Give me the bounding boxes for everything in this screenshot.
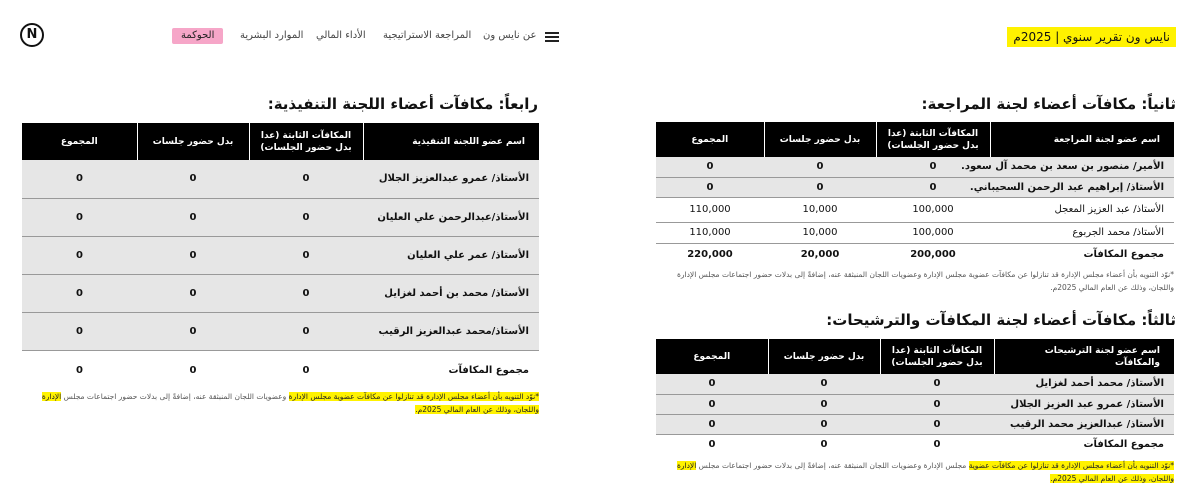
- table-row: [22, 198, 539, 236]
- total-value: 0: [656, 414, 768, 434]
- audit-remuneration-table: [656, 122, 1174, 265]
- table-row: [656, 414, 1174, 434]
- footnote-highlight-2: الإدارة واللجان، وذلك عن العام المالي 2025م.: [676, 461, 1174, 483]
- total-value: 110,000: [656, 197, 764, 222]
- footnote-highlight: *نوّد التنويه بأن أعضاء مجلس الإدارة قد تنازلوا عن مكافآت عضوية مجلس الإدارة: [288, 392, 539, 401]
- member-name: الأمير/ منصور بن سعد بن محمد آل سعود.: [990, 157, 1174, 177]
- executive-footnote: [22, 390, 539, 416]
- table-row: [656, 374, 1174, 394]
- member-name: الأستاذ/ محمد بن أحمد لغزايل: [363, 274, 539, 312]
- total-value: 0: [22, 198, 137, 236]
- nav-item-governance[interactable]: الحوكمة: [172, 28, 223, 44]
- total-value: 0: [656, 177, 764, 197]
- attendance-total: 20,000: [800, 248, 840, 260]
- grand-total: 0: [708, 438, 716, 450]
- fixed-value: 0: [880, 374, 994, 394]
- nav-item-hr[interactable]: الموارد البشرية: [240, 30, 304, 41]
- table-row: [656, 177, 1174, 197]
- member-name: الأستاذ/ عمر علي العليان: [363, 236, 539, 274]
- executive-section-title: رابعاً: مكافآت أعضاء اللجنة التنفيذية:: [267, 95, 538, 113]
- fixed-total: 0: [933, 438, 941, 450]
- nav-item-strategic[interactable]: المراجعة الاستراتيجية: [383, 30, 472, 41]
- col-header-total: المجموع: [656, 339, 768, 374]
- grand-total: 220,000: [687, 248, 733, 260]
- table-row: [22, 274, 539, 312]
- fixed-total: 0: [302, 364, 310, 376]
- total-value: 0: [22, 274, 137, 312]
- member-name: الأستاذ/ عبد العزيز المعجل: [990, 197, 1174, 222]
- fixed-value: 0: [880, 394, 994, 414]
- nav-item-financial[interactable]: الأداء المالي: [316, 30, 366, 41]
- grand-total: 0: [76, 364, 83, 376]
- audit-section-title: ثانياً: مكافآت أعضاء لجنة المراجعة:: [921, 95, 1176, 113]
- footnote-highlight: *نوّد التنويه بأن أعضاء مجلس الإدارة قد تنازلوا عن مكافآت عضوية: [968, 461, 1174, 470]
- total-value: 0: [656, 394, 768, 414]
- fixed-value: 0: [249, 198, 363, 236]
- fixed-total: 200,000: [910, 248, 956, 260]
- fixed-value: 0: [876, 177, 990, 197]
- member-name: الأستاذ/ إبراهيم عبد الرحمن السحيباني.: [990, 177, 1174, 197]
- table-row: [22, 312, 539, 350]
- fixed-value: 100,000: [876, 222, 990, 243]
- attendance-value: 0: [137, 236, 249, 274]
- fixed-value: 0: [249, 160, 363, 198]
- fixed-value: 100,000: [876, 197, 990, 222]
- col-header-member: اسم عضو لجنة المراجعة: [990, 122, 1174, 157]
- table-total-row: [22, 350, 539, 390]
- col-header-total: المجموع: [656, 122, 764, 157]
- table-total-row: [656, 243, 1174, 265]
- table-row: [656, 197, 1174, 222]
- attendance-value: 0: [137, 198, 249, 236]
- top-header: [0, 0, 1200, 72]
- fixed-value: 0: [249, 274, 363, 312]
- attendance-value: 0: [137, 274, 249, 312]
- table-row: [656, 222, 1174, 243]
- col-header-attendance: بدل حضور جلسات: [764, 122, 876, 157]
- fixed-value: 0: [876, 157, 990, 177]
- total-value: 0: [22, 236, 137, 274]
- table-row: [656, 394, 1174, 414]
- table-total-row: [656, 434, 1174, 454]
- attendance-value: 0: [768, 374, 880, 394]
- attendance-value: 0: [137, 312, 249, 350]
- col-header-attendance: بدل حضور جلسات: [137, 123, 249, 160]
- brand-logo[interactable]: [20, 23, 44, 47]
- member-name: الأستاذ/ محمد أحمد لغزايل: [994, 374, 1174, 394]
- footnote-highlight-2: الإدارة واللجان، وذلك عن العام المالي 2025م.: [41, 392, 539, 414]
- nominations-section-title: ثالثاً: مكافآت أعضاء لجنة المكافآت والترشيحات:: [826, 311, 1176, 329]
- total-value: 0: [22, 312, 137, 350]
- col-header-member: اسم عضو لجنة الترشيحات والمكافآت: [994, 339, 1174, 374]
- table-header-row: [656, 339, 1174, 374]
- col-header-fixed: المكافآت الثابتة (عدا بدل حضور الجلسات): [876, 122, 990, 157]
- member-name: الأستاذ/عبدالرحمن علي العليان: [363, 198, 539, 236]
- attendance-value: 0: [764, 157, 876, 177]
- total-value: 0: [656, 374, 768, 394]
- table-header-row: [22, 123, 539, 160]
- total-value: 110,000: [656, 222, 764, 243]
- footnote-text: وعضويات اللجان المنبثقة عنه، إضافةً إلى بدلات حضور اجتماعات مجلس: [61, 392, 289, 401]
- col-header-total: المجموع: [22, 123, 137, 160]
- footnote-text: مجلس الإدارة وعضويات اللجان المنبثقة عنه، إضافةً إلى بدلات حضور اجتماعات مجلس: [696, 461, 969, 470]
- attendance-total: 0: [189, 364, 197, 376]
- table-row: [656, 157, 1174, 177]
- nav-item-about[interactable]: عن نايس ون: [483, 30, 537, 41]
- member-name: الأستاذ/محمد عبدالعزيز الرقيب: [363, 312, 539, 350]
- member-name: الأستاذ/ عمرو عبدالعزيز الجلال: [363, 160, 539, 198]
- fixed-value: 0: [880, 414, 994, 434]
- menu-icon[interactable]: [545, 32, 559, 42]
- table-row: [22, 160, 539, 198]
- total-label: مجموع المكافآت: [1083, 248, 1164, 260]
- nominations-footnote: [656, 459, 1174, 485]
- fixed-value: 0: [249, 236, 363, 274]
- nominations-remuneration-table: [656, 339, 1174, 454]
- attendance-value: 0: [768, 414, 880, 434]
- member-name: الأستاذ/ عمرو عبد العزيز الجلال: [994, 394, 1174, 414]
- member-name: الأستاذ/ عبدالعزيز محمد الرقيب: [994, 414, 1174, 434]
- total-value: 0: [656, 157, 764, 177]
- col-header-fixed: المكافآت الثابتة (عدا بدل حضور الجلسات): [249, 123, 363, 160]
- table-header-row: [656, 122, 1174, 157]
- attendance-value: 0: [137, 160, 249, 198]
- fixed-value: 0: [249, 312, 363, 350]
- col-header-fixed: المكافآت الثابتة (عدا بدل حضور الجلسات): [880, 339, 994, 374]
- table-row: [22, 236, 539, 274]
- total-label: مجموع المكافآت: [1083, 438, 1164, 450]
- attendance-value: 10,000: [764, 222, 876, 243]
- attendance-value: 10,000: [764, 197, 876, 222]
- attendance-value: 0: [768, 394, 880, 414]
- total-value: 0: [22, 160, 137, 198]
- audit-footnote: *نوّد التنويه بأن أعضاء مجلس الإدارة قد تنازلوا عن مكافآت عضوية مجلس الإدارة وعضويات اللجان المنبثقة عنه، إضافةً إلى بدلات حضور اجتماعات مجلس الإدارة واللجان، وذلك عن العام المالي 2025م.: [676, 270, 1174, 292]
- col-header-member: اسم عضو اللجنة التنفيذية: [363, 123, 539, 160]
- report-title: نايس ون تقرير سنوي | 2025م: [1007, 27, 1176, 47]
- col-header-attendance: بدل حضور جلسات: [768, 339, 880, 374]
- executive-remuneration-table: [22, 123, 539, 390]
- attendance-total: 0: [820, 438, 828, 450]
- member-name: الأستاذ/ محمد الجربوع: [990, 222, 1174, 243]
- attendance-value: 0: [764, 177, 876, 197]
- total-label: مجموع المكافآت: [448, 364, 529, 376]
- logo-letter: N: [26, 27, 38, 42]
